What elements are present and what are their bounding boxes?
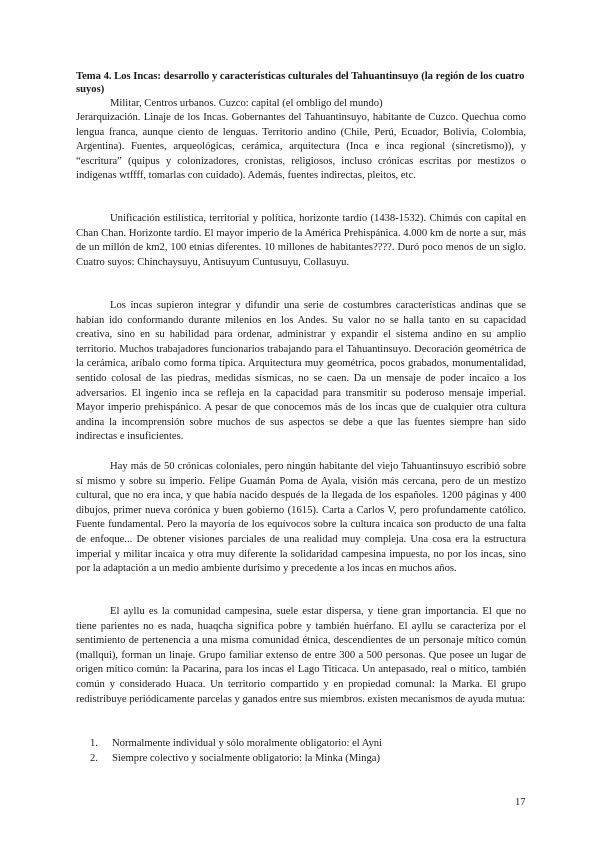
page-number: 17: [515, 797, 526, 808]
list-item: [76, 737, 526, 752]
paragraph-3: Los incas supieron integrar y difundir una serie de costumbres características andinas que se habían ido conformando durante milenios en los Andes. Su valor no se halla tanto en su capacidad creativa, sino en su habilidad para ordenar, administrar y expandir el sistema andino en su amplio territorio. Muchos trabajadores funcionarios trabajando para el Tahuantinsuyo. Decoración geométrica de la cerámica, aríbalo como forma típica. Arquitectura muy geométrica, pocos grabados, monumentalidad, sentido colosal de las piedras, medidas sísmicas, no se caen. Da un mensaje de poder incaico a los adversarios. El ingenio inca se refleja en la capacidad para transmitir su poderoso mensaje imperial. Mayor imperio prehispánico. A pesar de que conocemos más de los incas que de cualquier otra cultura andina la incomprensión sobre muchos de sus aspectos se debe a que las fuentes siempre han sido indirectas e insuficientes.: [76, 300, 526, 443]
page-title: Tema 4. Los Incas: desarrollo y características culturales del Tahuantinsuyo (la región de los cuatro suyos): [76, 71, 525, 95]
ordered-list: [76, 737, 526, 766]
list-item: [76, 752, 526, 767]
list-item-number: 2.: [90, 752, 98, 764]
paragraph-5: El ayllu es la comunidad campesina, suele estar dispersa, y tiene gran importancia. El que no tiene parientes no es nada, huaqcha significa pobre y también huérfano. El ayllu se caracteriza por el sentimiento de pertenencia a una misma comunidad étnica, descendientes de un personaje mítico común (mallqui), forman un linaje. Grupo familiar extenso de entre 300 a 500 personas. Que posee un lugar de origen mítico común: la Pacarina, para los incas el Lago Titicaca. Un antepasado, real o mítico, también común y considerado Huaca. Un territorio compartido y en propiedad comunal: la Marka. El grupo redistribuye periódicamente parcelas y ganados entre sus miembros. existen mecanismos de ayuda mutua:: [76, 606, 526, 705]
list-item-text: Siempre colectivo y socialmente obligatorio: la Minka (Minga): [112, 752, 381, 764]
subtitle-line: Militar, Centros urbanos. Cuzco: capital (el ombligo del mundo): [110, 98, 383, 109]
list-item-text: Normalmente individual y sólo moralmente obligatorio: el Ayni: [112, 738, 383, 749]
paragraph-1: Jerarquización. Linaje de los Incas. Gobernantes del Tahuantinsuyo, habitante de Cuzco. Quechua como lengua franca, aunque ciento de lenguas. Territorio andino (Chile, Perú, Ecuador, Bolivia, Colombia, Argentina). Fuentes, arqueológicas, cerámica, arquitectura (Inca e inca regional (sincretismo)), y “escritura” (quipus y colonizadores, cronistas, religiosos, incluso crónicas escritas por mestizos o indígenas wtffff, tomarlas con cuidado). Además, fuentes indirectas, pleitos, etc.: [76, 112, 526, 182]
list-item-number: 1.: [90, 738, 98, 749]
paragraph-2: Unificación estilística, territorial y política, horizonte tardío (1438-1532). Chimús con capital en Chan Chan. Horizonte tardío. El mayor imperio de la América Prehispánica. 4.000 km de norte a sur, más de un millón de km2, 100 etnias diferentes. 10 millones de habitantes????. Duró poco menos de un siglo. Cuatro suyos: Chinchaysuyu, Antisuyum Cuntusuyu, Collasuyu.: [76, 213, 526, 268]
paragraph-4: Hay más de 50 crónicas coloniales, pero ningún habitante del viejo Tahuantinsuyo escribió sobre sí mismo y sobre su imperio. Felipe Guamán Poma de Ayala, visión más cercana, pero de un mestizo cultural, que no era inca, y que había nacido después de la llegada de los españoles. 1200 páginas y 400 dibujos, primer nueva corónica y buen gobierno (1615). Carta a Carlos V, pero profundamente católico. Fuente fundamental. Pero la mayoría de los equívocos sobre la cultura incaica son producto de una falta de enfoque... De obtener visiones parciales de una realidad muy compleja. Una cosa era la estructura imperial y militar incaica y otra muy diferente la solidaridad campesina impuesta, no por los incas, sino por la adaptación a un medio ambiente durísimo y precedente a los incas en muchos años.: [76, 461, 526, 575]
